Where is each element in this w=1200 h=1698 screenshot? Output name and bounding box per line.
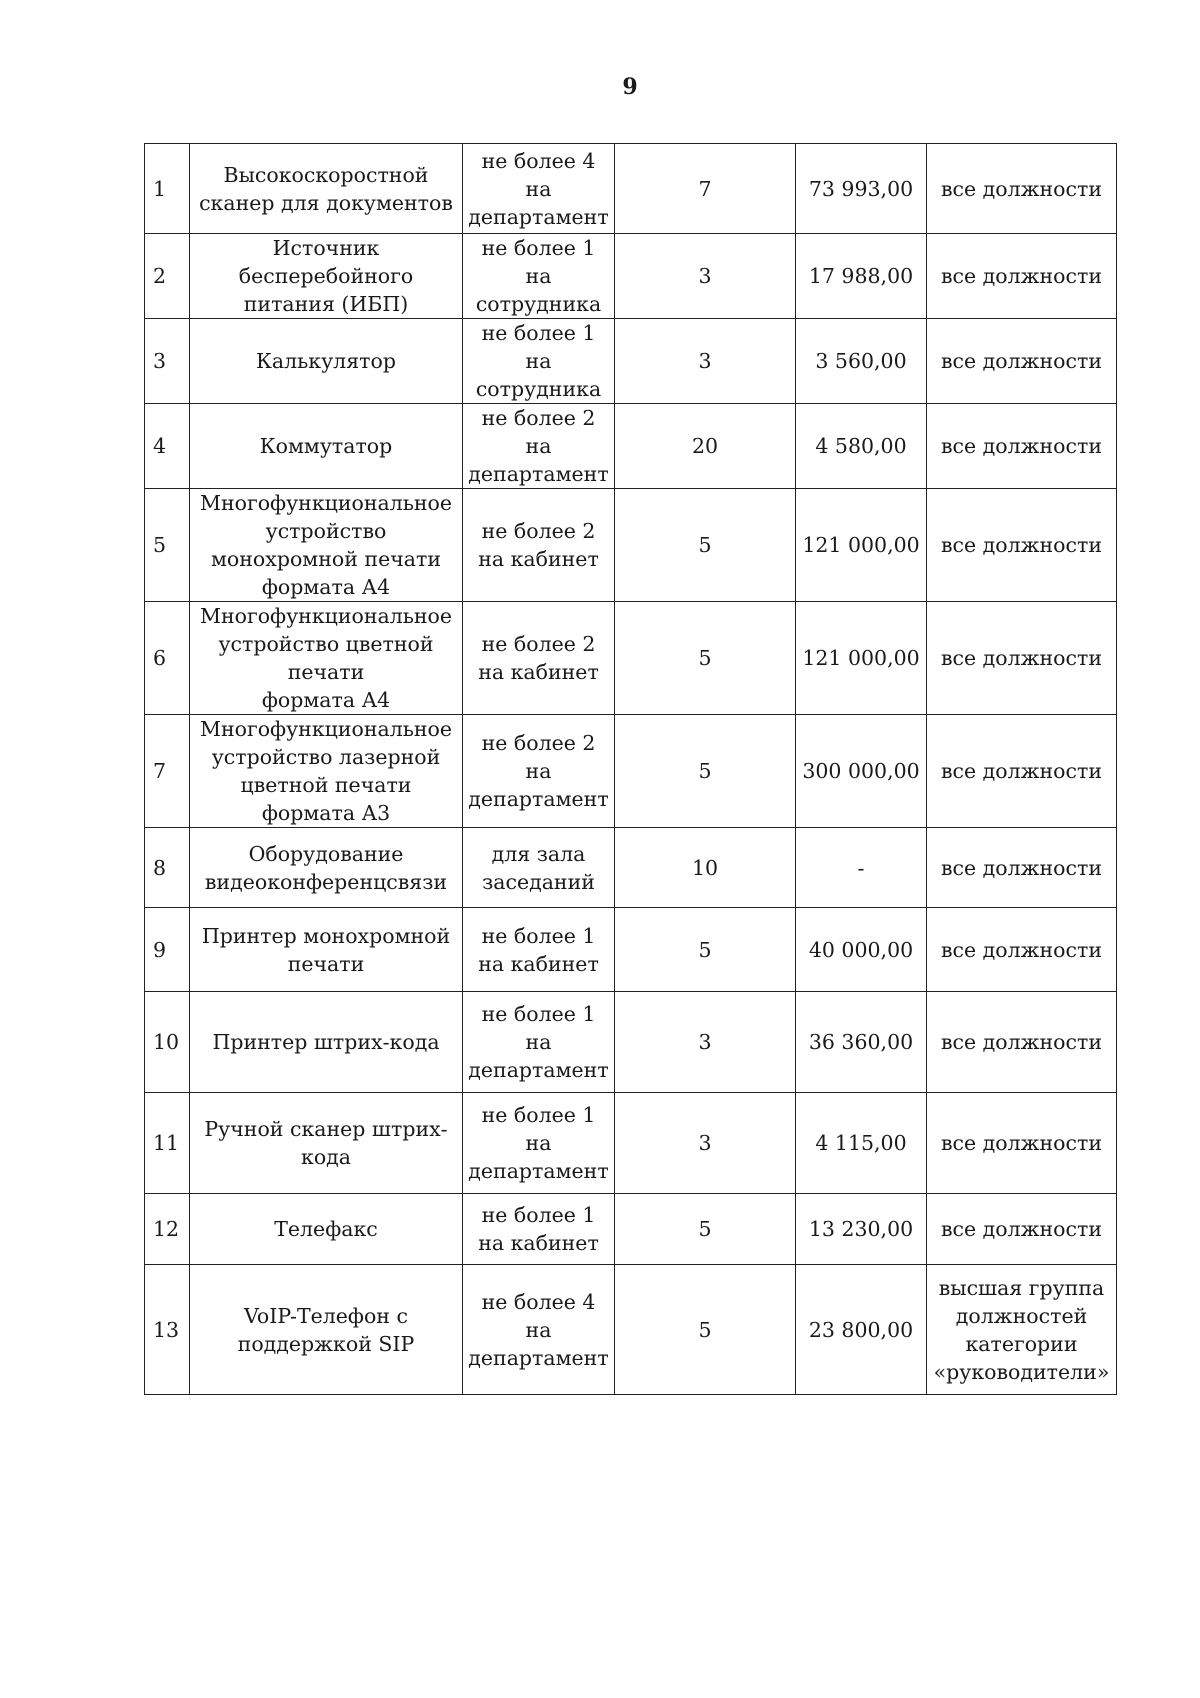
service-life: 5: [615, 489, 796, 602]
quantity-norm: не более 1 на департамент: [463, 1093, 615, 1194]
service-life: 20: [615, 404, 796, 489]
service-life: 5: [615, 1194, 796, 1265]
equipment-name: Калькулятор: [190, 319, 463, 404]
positions: все должности: [927, 404, 1117, 489]
table-row: [145, 828, 1117, 908]
row-number: 12: [145, 1194, 190, 1265]
quantity-norm: не более 4 на департамент: [463, 144, 615, 234]
price: 23 800,00: [796, 1265, 927, 1395]
price: 13 230,00: [796, 1194, 927, 1265]
price: 4 115,00: [796, 1093, 927, 1194]
row-number: 11: [145, 1093, 190, 1194]
positions: все должности: [927, 908, 1117, 992]
service-life: 3: [615, 992, 796, 1093]
table-row: [145, 1093, 1117, 1194]
price: 36 360,00: [796, 992, 927, 1093]
table-row: [145, 319, 1117, 404]
table-row: [145, 715, 1117, 828]
price: 3 560,00: [796, 319, 927, 404]
quantity-norm: не более 2 на кабинет: [463, 489, 615, 602]
equipment-name: VoIP-Телефон с поддержкой SIP: [190, 1265, 463, 1395]
row-number: 7: [145, 715, 190, 828]
quantity-norm: не более 2 на кабинет: [463, 602, 615, 715]
table-row: [145, 992, 1117, 1093]
positions: высшая группа должностей категории «руководители»: [927, 1265, 1117, 1395]
price: 300 000,00: [796, 715, 927, 828]
price: 40 000,00: [796, 908, 927, 992]
positions: все должности: [927, 489, 1117, 602]
quantity-norm: для зала заседаний: [463, 828, 615, 908]
positions: все должности: [927, 715, 1117, 828]
price: 73 993,00: [796, 144, 927, 234]
service-life: 5: [615, 908, 796, 992]
row-number: 6: [145, 602, 190, 715]
table-row: [145, 234, 1117, 319]
equipment-name: Многофункциональное устройство монохромной печати формата А4: [190, 489, 463, 602]
price: -: [796, 828, 927, 908]
service-life: 5: [615, 1265, 796, 1395]
service-life: 3: [615, 234, 796, 319]
equipment-table: [144, 143, 1117, 1395]
price: 121 000,00: [796, 602, 927, 715]
table-row: [145, 1194, 1117, 1265]
equipment-name: Высокоскоростной сканер для документов: [190, 144, 463, 234]
equipment-name: Многофункциональное устройство цветной печати формата А4: [190, 602, 463, 715]
equipment-name: Принтер монохромной печати: [190, 908, 463, 992]
row-number: 8: [145, 828, 190, 908]
row-number: 1: [145, 144, 190, 234]
equipment-name: Ручной сканер штрих- кода: [190, 1093, 463, 1194]
service-life: 3: [615, 319, 796, 404]
positions: все должности: [927, 1093, 1117, 1194]
row-number: 3: [145, 319, 190, 404]
equipment-name: Оборудование видеоконференцсвязи: [190, 828, 463, 908]
equipment-name: Источник бесперебойного питания (ИБП): [190, 234, 463, 319]
service-life: 7: [615, 144, 796, 234]
service-life: 5: [615, 602, 796, 715]
positions: все должности: [927, 319, 1117, 404]
quantity-norm: не более 1 на сотрудника: [463, 234, 615, 319]
table-row: [145, 908, 1117, 992]
table-row: [145, 1265, 1117, 1395]
quantity-norm: не более 1 на кабинет: [463, 908, 615, 992]
row-number: 2: [145, 234, 190, 319]
positions: все должности: [927, 1194, 1117, 1265]
positions: все должности: [927, 234, 1117, 319]
price: 121 000,00: [796, 489, 927, 602]
price: 4 580,00: [796, 404, 927, 489]
quantity-norm: не более 2 на департамент: [463, 404, 615, 489]
row-number: 10: [145, 992, 190, 1093]
equipment-name: Коммутатор: [190, 404, 463, 489]
service-life: 3: [615, 1093, 796, 1194]
row-number: 4: [145, 404, 190, 489]
table-row: [145, 489, 1117, 602]
positions: все должности: [927, 992, 1117, 1093]
table-row: [145, 144, 1117, 234]
row-number: 9: [145, 908, 190, 992]
row-number: 5: [145, 489, 190, 602]
positions: все должности: [927, 602, 1117, 715]
quantity-norm: не более 1 на кабинет: [463, 1194, 615, 1265]
equipment-name: Многофункциональное устройство лазерной цветной печати формата А3: [190, 715, 463, 828]
page-number: 9: [622, 74, 638, 100]
quantity-norm: не более 4 на департамент: [463, 1265, 615, 1395]
quantity-norm: не более 1 на департамент: [463, 992, 615, 1093]
positions: все должности: [927, 144, 1117, 234]
equipment-name: Телефакс: [190, 1194, 463, 1265]
table-row: [145, 404, 1117, 489]
quantity-norm: не более 2 на департамент: [463, 715, 615, 828]
service-life: 5: [615, 715, 796, 828]
quantity-norm: не более 1 на сотрудника: [463, 319, 615, 404]
table-row: [145, 602, 1117, 715]
row-number: 13: [145, 1265, 190, 1395]
positions: все должности: [927, 828, 1117, 908]
service-life: 10: [615, 828, 796, 908]
price: 17 988,00: [796, 234, 927, 319]
equipment-name: Принтер штрих-кода: [190, 992, 463, 1093]
